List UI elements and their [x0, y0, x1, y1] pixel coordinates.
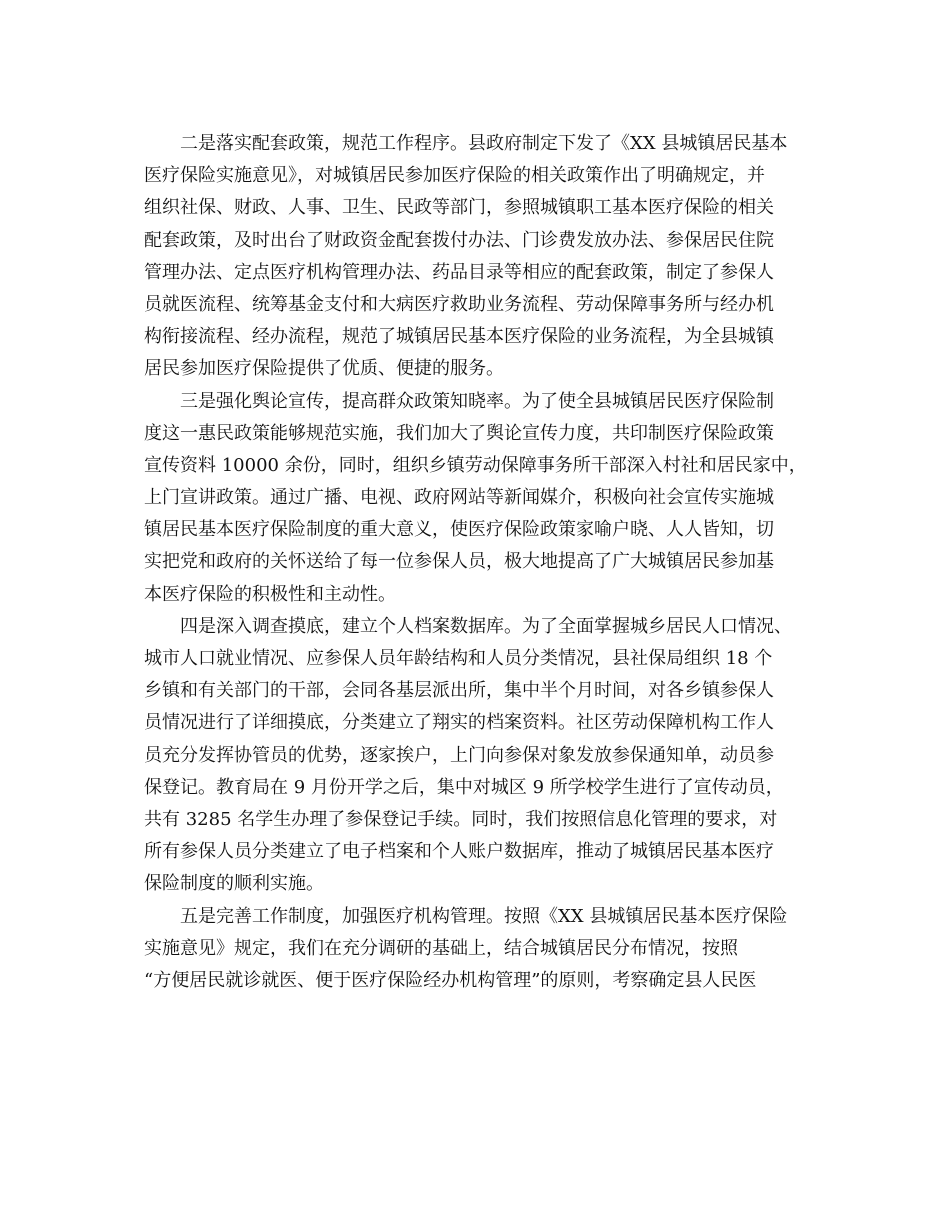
- text-line: 所有参保人员分类建立了电子档案和个人账户数据库，推动了城镇居民基本医疗: [144, 841, 774, 863]
- text-line: 员充分发挥协管员的优势，逐家挨户，上门向参保对象发放参保通知单，动员参: [144, 744, 774, 766]
- text-line: 乡镇和有关部门的干部，会同各基层派出所，集中半个月时间，对各乡镇参保人: [144, 680, 774, 702]
- paragraph-institutions: [144, 901, 804, 998]
- text-line: 宣传资料 10000 余份，同时，组织乡镇劳动保障事务所干部深入村社和居民家中，: [144, 454, 807, 476]
- text-line: 本医疗保险的积极性和主动性。: [144, 583, 396, 605]
- text-line: 度这一惠民政策能够规范实施，我们加大了舆论宣传力度，共印制医疗保险政策: [144, 422, 774, 444]
- text-line: 员情况进行了详细摸底，分类建立了翔实的档案资料。社区劳动保障机构工作人: [144, 712, 774, 734]
- text-line: 三是强化舆论宣传，提高群众政策知晓率。为了使全县城镇居民医疗保险制: [180, 390, 774, 412]
- text-line: 居民参加医疗保险提供了优质、便捷的服务。: [144, 358, 504, 380]
- text-line: 员就医流程、统筹基金支付和大病医疗救助业务流程、劳动保障事务所与经办机: [144, 293, 774, 315]
- text-line: 保登记。教育局在 9 月份开学之后，集中对城区 9 所学校学生进行了宣传动员，: [144, 776, 784, 798]
- paragraph-publicity: [144, 386, 807, 611]
- paragraph-survey: [144, 611, 804, 901]
- text-line: 镇居民基本医疗保险制度的重大意义，使医疗保险政策家喻户晓、人人皆知，切: [144, 519, 774, 541]
- text-line: 二是落实配套政策，规范工作程序。县政府制定下发了《XX 县城镇居民基本: [180, 133, 788, 154]
- text-line: 管理办法、定点医疗机构管理办法、药品目录等相应的配套政策，制定了参保人: [144, 261, 774, 283]
- text-line: 构衔接流程、经办流程，规范了城镇居民基本医疗保险的业务流程，为全县城镇: [144, 326, 774, 348]
- text-line: 实施意见》规定，我们在充分调研的基础上，结合城镇居民分布情况，按照: [144, 937, 738, 959]
- text-line: 医疗保险实施意见》，对城镇居民参加医疗保险的相关政策作出了明确规定，并: [144, 165, 765, 187]
- paragraph-policy: [144, 128, 804, 386]
- text-line: 实把党和政府的关怀送给了每一位参保人员，极大地提高了广大城镇居民参加基: [144, 551, 774, 573]
- text-line: “方便居民就诊就医、便于医疗保险经办机构管理”的原则，考察确定县人民医: [144, 969, 757, 991]
- text-line: 保险制度的顺利实施。: [144, 873, 324, 895]
- text-line: 五是完善工作制度，加强医疗机构管理。按照《XX 县城镇居民基本医疗保险: [180, 905, 788, 927]
- text-line: 上门宣讲政策。通过广播、电视、政府网站等新闻媒介，积极向社会宣传实施城: [144, 487, 774, 509]
- text-line: 四是深入调查摸底，建立个人档案数据库。为了全面掌握城乡居民人口情况、: [180, 615, 792, 637]
- text-line: 城市人口就业情况、应参保人员年龄结构和人员分类情况，县社保局组织 18 个: [144, 648, 773, 669]
- text-line: 共有 3285 名学生办理了参保登记手续。同时，我们按照信息化管理的要求，对: [144, 808, 778, 830]
- text-line: 组织社保、财政、人事、卫生、民政等部门，参照城镇职工基本医疗保险的相关: [144, 197, 774, 219]
- document-page: [144, 128, 807, 997]
- text-line: 配套政策，及时出台了财政资金配套拨付办法、门诊费发放办法、参保居民住院: [144, 229, 774, 251]
